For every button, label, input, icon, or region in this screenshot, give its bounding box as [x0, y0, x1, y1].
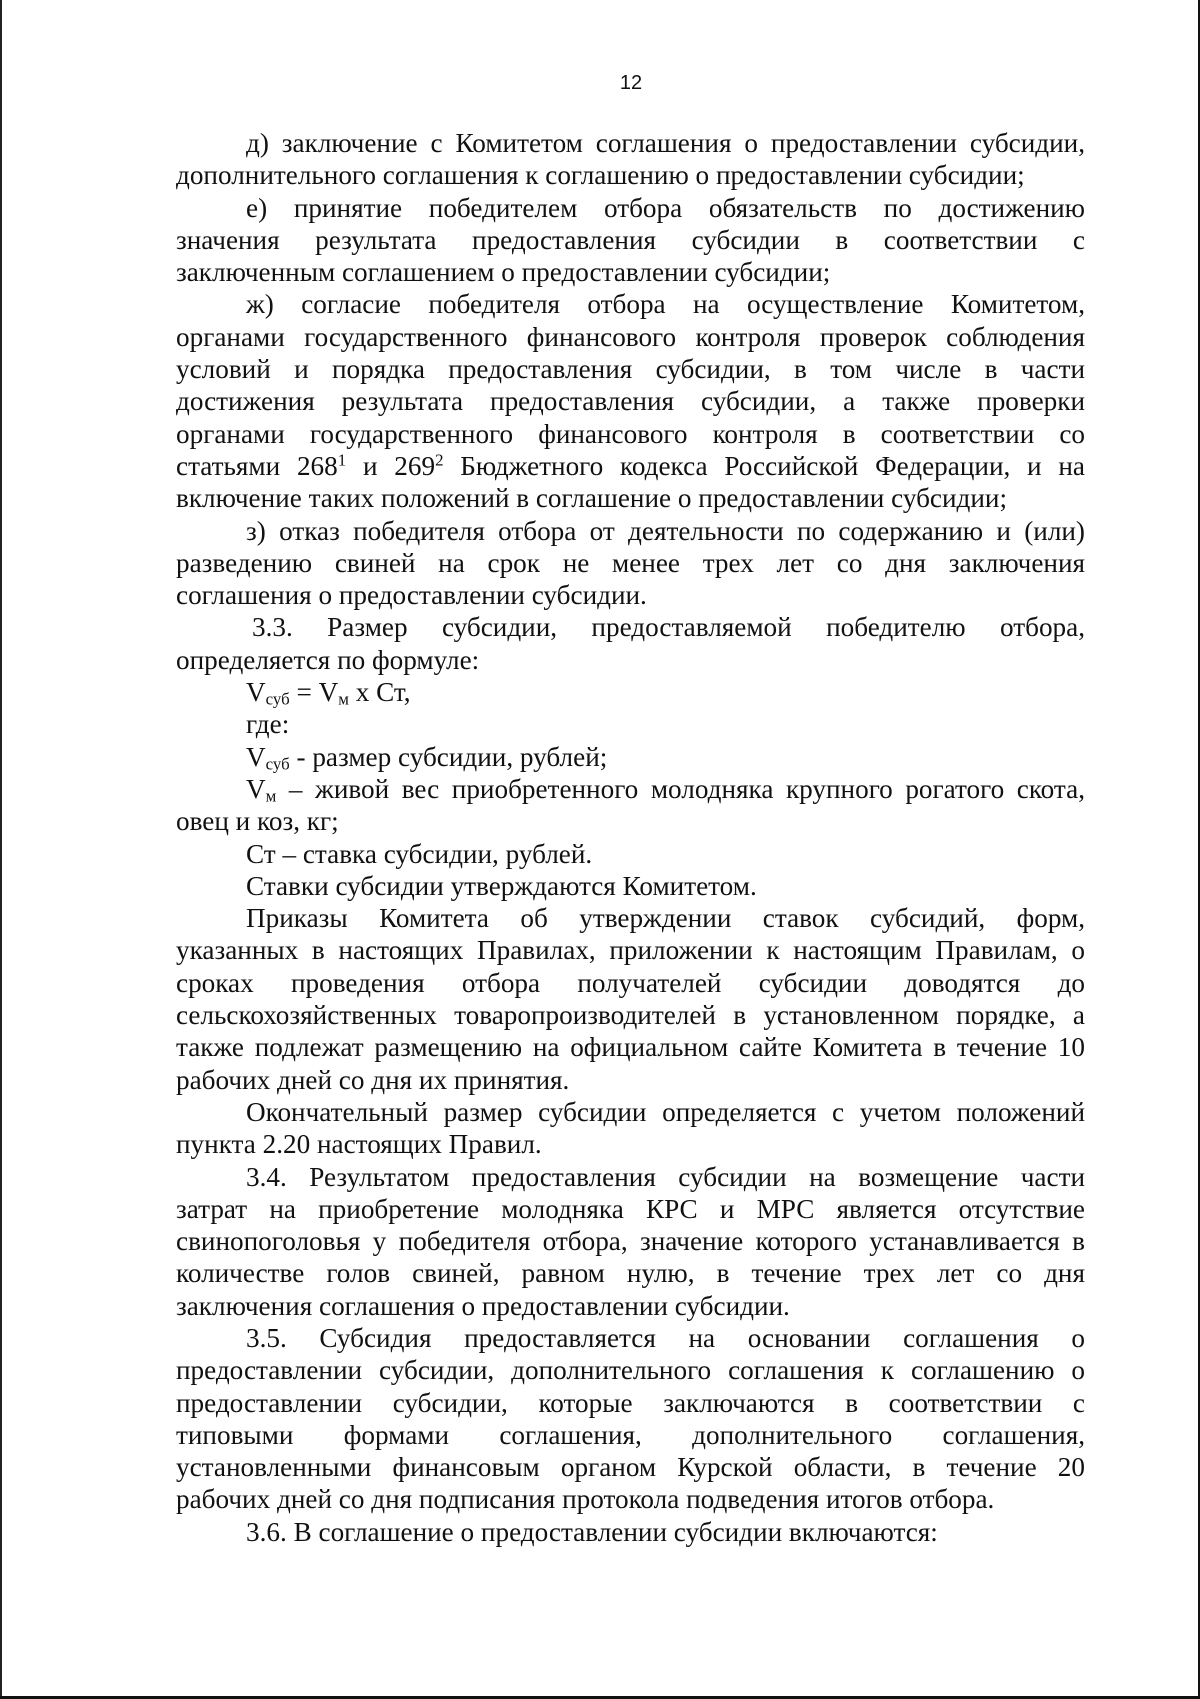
- text-line: условий и порядка предоставления субсидии, в том числе в части: [176, 354, 1085, 385]
- definition-line: $V_{суб}$ - размер субсидии, рублей;: [246, 741, 608, 773]
- superscript: 1: [337, 450, 347, 470]
- text-line: статьями $268^1$ и $269^2$ Бюджетного кодекса Российской Федерации, и на: [176, 450, 1086, 481]
- text-line: 3.3. Размер субсидии, предоставляемой победителю отбора,: [252, 612, 1085, 643]
- text-line: определяется по формуле:: [176, 644, 480, 675]
- formula-line: $V_{суб} = V_м$ х Ст,: [246, 677, 411, 709]
- text-line: рабочих дней со дня подписания протокола подведения итогов отбора.: [176, 1484, 995, 1515]
- text-line: затрат на приобретение молодняка КРС и МРС является отсутствие: [176, 1193, 1085, 1224]
- text-line: сроках проведения отбора получателей субсидии доводятся до: [176, 967, 1085, 998]
- text-line: органами государственного финансового контроля проверок соблюдения: [176, 321, 1085, 352]
- text-line: Окончательный размер субсидии определяется с учетом положений: [246, 1096, 1085, 1127]
- subscript: м: [338, 689, 349, 709]
- text-line: заключения соглашения о предоставлении субсидии.: [176, 1290, 790, 1321]
- text-line: также подлежат размещению на официальном сайте Комитета в течение 10: [176, 1032, 1085, 1063]
- text-line: сельскохозяйственных товаропроизводителей в установленном порядке, а: [176, 1000, 1085, 1031]
- text-line: где:: [246, 709, 290, 740]
- text-line: е) принятие победителем отбора обязательств по достижению: [246, 192, 1085, 223]
- text-line: 3.6. В соглашение о предоставлении субсидии включаются:: [246, 1516, 938, 1547]
- scan-edge-left: [0, 0, 2, 1699]
- subscript: суб: [265, 754, 290, 773]
- text-line: значения результата предоставления субсидии в соответствии с: [176, 224, 1085, 255]
- text-line: пункта 2.20 настоящих Правил.: [176, 1129, 542, 1160]
- text-line: дополнительного соглашения к соглашению о предоставлении субсидии;: [176, 160, 1025, 191]
- text-line: достижения результата предоставления субсидии, а также проверки: [176, 386, 1085, 417]
- text-line: овец и коз, кг;: [176, 806, 339, 837]
- text-line: предоставлении субсидии, которые заключаются в соответствии с: [176, 1387, 1085, 1418]
- text-line: установленными финансовым органом Курской области, в течение 20: [176, 1452, 1085, 1483]
- text-line: указанных в настоящих Правилах, приложении к настоящим Правилам, о: [176, 935, 1085, 966]
- superscript: 2: [435, 450, 444, 470]
- definition-line: Ст – ставка субсидии, рублей.: [246, 838, 593, 869]
- text-line: заключенным соглашением о предоставлении субсидии;: [176, 257, 831, 288]
- page-number: 12: [619, 72, 643, 94]
- text-line: Приказы Комитета об утверждении ставок субсидий, форм,: [246, 903, 1085, 934]
- text-line: 3.4. Результатом предоставления субсидии на возмещение части: [246, 1161, 1085, 1192]
- text-line: свинопоголовья у победителя отбора, значение которого устанавливается в: [176, 1226, 1085, 1257]
- text-line: разведению свиней на срок не менее трех лет со дня заключения: [176, 547, 1085, 578]
- definition-line: $V_м$ – живой вес приобретенного молодняка крупного рогатого скота,: [246, 773, 1085, 806]
- text-line: органами государственного финансового контроля в соответствии со: [176, 418, 1085, 449]
- text-line: рабочих дней со дня их принятия.: [176, 1064, 570, 1095]
- subscript: м: [265, 786, 277, 806]
- text-line: Ставки субсидии утверждаются Комитетом.: [246, 870, 757, 901]
- subscript: суб: [265, 689, 290, 709]
- text-line: типовыми формами соглашения, дополнительного соглашения,: [176, 1419, 1085, 1450]
- text-line: предоставлении субсидии, дополнительного соглашения к соглашению о: [176, 1355, 1085, 1386]
- text-line: 3.5. Субсидия предоставляется на основании соглашения о: [246, 1322, 1085, 1353]
- text-line: з) отказ победителя отбора от деятельности по содержанию и (или): [246, 515, 1085, 546]
- text-line: соглашения о предоставлении субсидии.: [176, 580, 647, 611]
- text-line: д) заключение с Комитетом соглашения о предоставлении субсидии,: [246, 128, 1085, 158]
- text-line: количестве голов свиней, равном нулю, в течение трех лет со дня: [176, 1258, 1085, 1289]
- page-text: [176, 127, 1085, 1548]
- text-line: включение таких положений в соглашение о предоставлении субсидии;: [176, 483, 1008, 514]
- text-line: ж) согласие победителя отбора на осуществление Комитетом,: [246, 289, 1085, 320]
